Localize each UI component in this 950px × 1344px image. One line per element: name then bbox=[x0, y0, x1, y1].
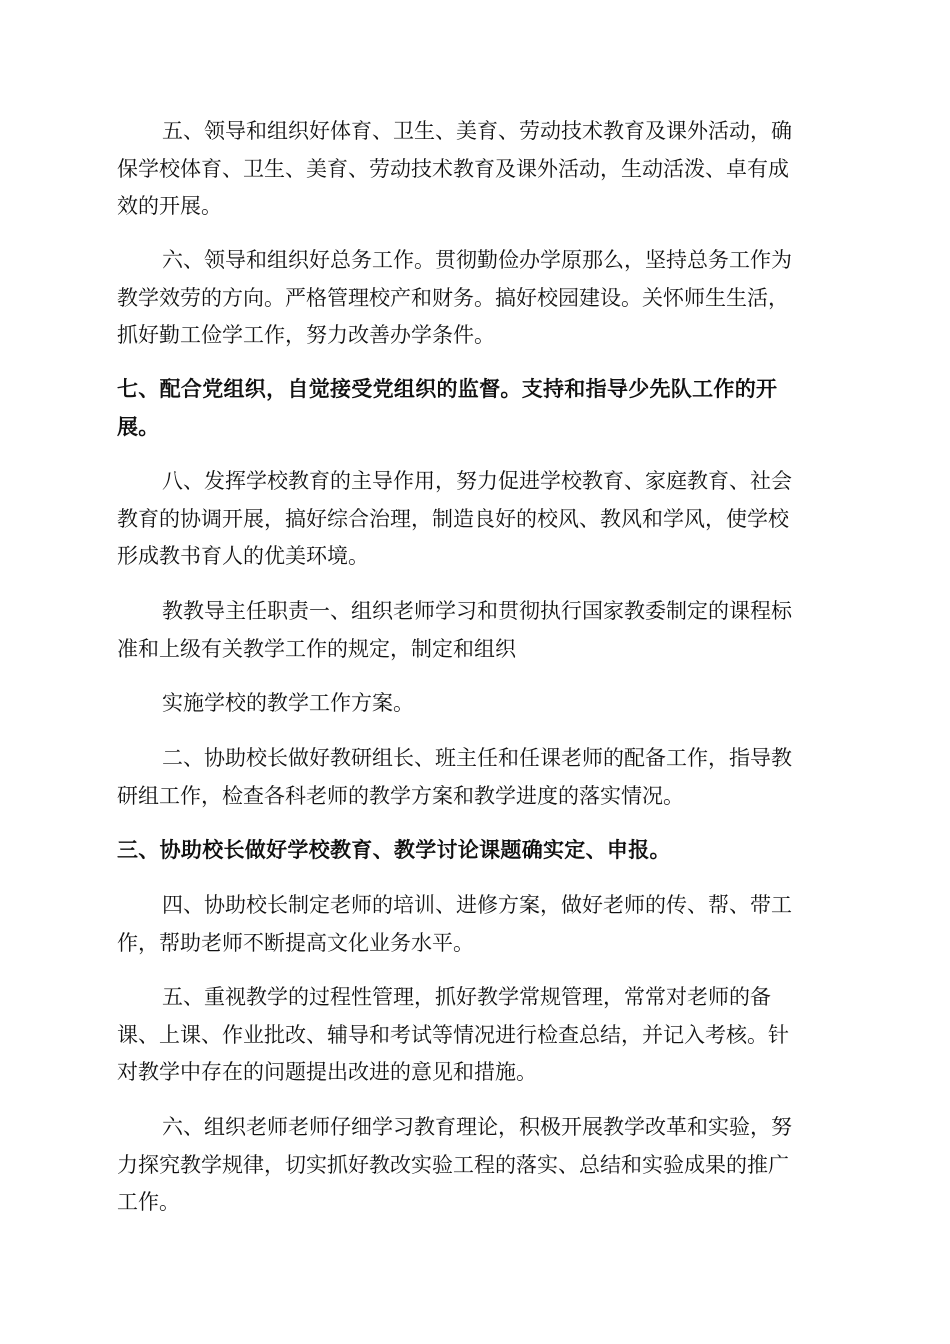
text-line: 形成教书育人的优美环境。 bbox=[117, 544, 369, 568]
text-line: 八、发挥学校教育的主导作用，努力促进学校教育、家庭教育、社会 bbox=[162, 469, 792, 493]
text-line: 工作。 bbox=[117, 1190, 180, 1214]
paragraph-dean-duty-1 bbox=[117, 593, 833, 668]
paragraph-dean-duty-5 bbox=[117, 979, 833, 1092]
text-line: 实施学校的教学工作方案。 bbox=[162, 691, 414, 715]
text-line: 二、协助校长做好教研组长、班主任和任课老师的配备工作，指导教 bbox=[162, 746, 792, 770]
text-line: 六、领导和组织好总务工作。贯彻勤俭办学原那么，坚持总务工作为 bbox=[162, 248, 792, 272]
text-line: 五、重视教学的过程性管理，抓好教学常规管理，常常对老师的备 bbox=[162, 985, 771, 1009]
paragraph-item-6-general-affairs bbox=[117, 242, 833, 355]
text-line: 课、上课、作业批改、辅导和考试等情况进行检查总结，并记入考核。针 bbox=[117, 1022, 789, 1047]
text-line: 展。 bbox=[117, 414, 160, 439]
text-line: 三、协助校长做好学校教育、教学讨论课题确实定、申报。 bbox=[117, 838, 671, 862]
text-line: 六、组织老师老师仔细学习教育理论，积极开展教学改革和实验，努 bbox=[162, 1115, 792, 1139]
text-line: 五、领导和组织好体育、卫生、美育、劳动技术教育及课外活动，确 bbox=[162, 119, 792, 143]
text-line: 研组工作，检查各科老师的教学方案和教学进度的落实情况。 bbox=[117, 783, 684, 808]
paragraph-item-7-party bbox=[117, 371, 833, 446]
paragraph-item-8-education-role bbox=[117, 463, 833, 576]
text-line: 保学校体育、卫生、美育、劳动技术教育及课外活动，生动活泼、卓有成 bbox=[117, 156, 789, 181]
text-line: 四、协助校长制定老师的培训、进修方案，做好老师的传、帮、带工 bbox=[162, 893, 792, 917]
paragraph-dean-duty-4 bbox=[117, 887, 833, 962]
text-line: 教教导主任职责一、组织老师学习和贯彻执行国家教委制定的课程标 bbox=[162, 599, 792, 623]
paragraph-dean-duty-1-continued bbox=[117, 685, 833, 723]
paragraph-dean-duty-2 bbox=[117, 740, 833, 815]
text-line: 抓好勤工俭学工作，努力改善办学条件。 bbox=[117, 323, 495, 347]
paragraph-dean-duty-3 bbox=[117, 832, 833, 870]
text-line: 教育的协调开展，搞好综合治理，制造良好的校风、教风和学风，使学校 bbox=[117, 506, 789, 531]
text-line: 准和上级有关教学工作的规定，制定和组织 bbox=[117, 636, 516, 661]
paragraph-dean-duty-6 bbox=[117, 1109, 833, 1222]
text-line: 对教学中存在的问题提出改进的意见和措施。 bbox=[117, 1060, 537, 1084]
text-line: 效的开展。 bbox=[117, 194, 222, 218]
paragraph-item-5-sports bbox=[117, 113, 833, 226]
text-line: 教学效劳的方向。严格管理校产和财务。搞好校园建设。关怀师生生活， bbox=[117, 285, 789, 310]
text-line: 七、配合党组织，自觉接受党组织的监督。支持和指导少先队工作的开 bbox=[117, 377, 778, 401]
text-line: 作，帮助老师不断提高文化业务水平。 bbox=[117, 930, 474, 955]
text-line: 力探究教学规律，切实抓好教改实验工程的落实、总结和实验成果的推广 bbox=[117, 1152, 789, 1177]
